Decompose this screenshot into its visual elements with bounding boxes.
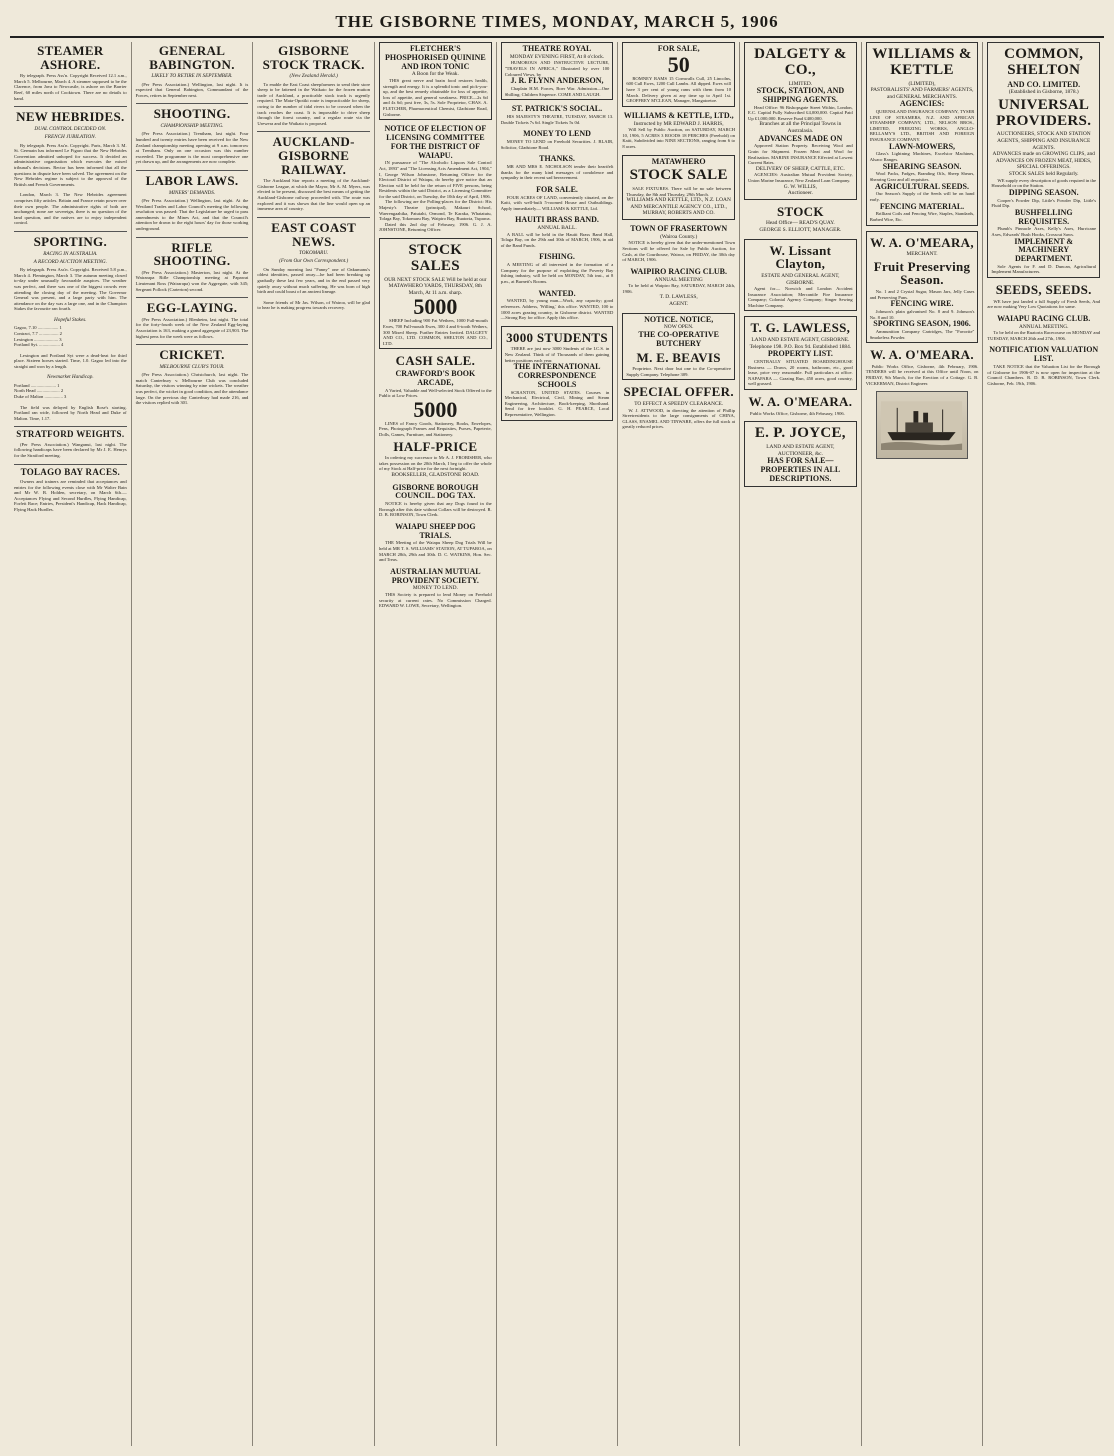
notice-title: NOTICE OF ELECTION OF LICENSING COMMITTEE FOR THE DISTRICT OF WAIAPU. — [384, 124, 487, 160]
ad-universal-providers: UNIVERSAL PROVIDERS. — [996, 96, 1092, 129]
ad-advances: ADVANCES made on GROWING CLIPS, and ADVANCES ON FROZEN MEAT, HIDES, SPECIAL OFFERINGS. — [992, 151, 1095, 171]
ad-subtitle: ESTATE AND GENERAL AGENT, GISBORNE. — [761, 272, 840, 286]
classifieds-body: WANTED, by young man—Work, any capacity; good references. Address, 'Willing,' this office. WANTED, 100 to 1000 acres grazing country, in Gisborne district. WANTED—Strong Boy for office. Apply this office. — [500, 298, 614, 321]
divider — [136, 297, 249, 298]
ad-number: 5000 — [413, 396, 458, 422]
ad-body-2: SCRANTON, UNITED STATES. Courses in Mechanical, Electrical, Civil, Mining and Steam Engineering, Architecture, Book-keeping, Shorthand. Send for free booklet. G. H. PEARCE, Local Representative, Wellington. — [504, 389, 610, 417]
article-tokomaru-1: On Sunday morning last "Fanny" one of Oakumanu's oldest identities, passed away—he had been breaking up gradually these last few years, and in the end passed very quietly away without much suffering. He was born of high birth and could boast of an ancient lineage. — [257, 266, 371, 295]
ad-dipping: DIPPING SEASON. — [1008, 187, 1079, 197]
ad-body: A Varied, Valuable and Well-selected Stock Offered to the Public at Low Prices. — [379, 387, 492, 399]
ad-services: AUCTIONEERS, STOCK AND STATION AGENTS, SHIPPING AND INSURANCE AGENTS. — [996, 131, 1091, 151]
ad-body: WE have just landed a full Supply of Fresh Seeds, And are now making Very Low Quotations for same. — [987, 298, 1101, 310]
notice-signature: Dated this 2nd day of February, 1906. G. J. A. JOHNSTONE, Returning Officer. — [379, 221, 492, 233]
ad-implement: IMPLEMENT & MACHINERY DEPARTMENT. — [1014, 236, 1074, 264]
ad-fruit-body: No. 1 and 2 Crystal Sugar, Mason Jars, Jelly Cases and Preserving Pans. — [869, 289, 975, 300]
ad-subtitle: TO EFFECT A SPEEDY CLEARANCE. — [634, 401, 724, 408]
ad-firms: WILLIAMS AND KETTLE, LTD., N.Z. LOAN AND MERCANTILE AGENCY CO., LTD., MURRAY, ROBERTS AND CO. — [626, 197, 731, 217]
ad-body-2: LINES of Fancy Goods, Stationery, Books, Envelopes, Pens, Photograph Frames and Requisites, Purses, Papeterie, Dolls, Games, Furniture, and Stationery. — [379, 420, 492, 437]
ad-title: STOCK SALES — [408, 242, 463, 274]
notice-polling-places: The following are the Polling-places for the District: His Majesty's Theatre (principal), Makauri School, Waerengaahika, Patutahi, Ormond, Te Karaka, Whatatutu, Tolaga Bay, Tokomaru Bay, Waipiro Bay, Ruatoria, Tuparoa. — [379, 199, 492, 222]
notice-title: NOTIFICATION VALUATION LIST. — [989, 345, 1099, 364]
ad-subtitle: STOCK SALE — [629, 167, 728, 184]
ad-body: Proprietor. Next door but one to the Co-operative Supply Company. Telephone 309. — [626, 366, 732, 377]
notice-body: TAKE NOTICE that the Valuation List for the Borough of Gisborne for 1906-07 is now open for inspection at the Council Chambers. R. D. B. ROBINSON, Town Clerk. Gisborne, Feb. 19th, 1906. — [987, 364, 1101, 386]
result-line: Gagoo, 7.10 .................. 1 — [14, 325, 62, 331]
ad-ep-joyce — [744, 421, 857, 486]
ad-lawn-mowers: LAWN-MOWERS, — [889, 141, 956, 151]
ad-seeds: AGRICULTURAL SEEDS. — [875, 181, 970, 191]
ad-fencing-wire-body: Johnson's plain galvanised No. 8 and 9. Johnson's No. 8 and 10. — [869, 309, 975, 320]
ad-title: AUSTRALIAN MUTUAL PROVIDENT SOCIETY. — [390, 566, 481, 585]
ad-lecturer: J. R. FLYNN ANDERSON, — [510, 76, 604, 86]
result-line: Duke of Malton ................ 3 — [14, 394, 67, 399]
ad-romney-rams — [622, 42, 735, 107]
ad-body: Head Office: 96 Bishopsgate Street Within, London, E.C. Capital Fully Subscribed £4,000,000. Capital Paid Up £1,000,000. Reserve Fund £400,000. — [748, 104, 853, 121]
headline-labor-laws: LABOR LAWS. — [145, 172, 239, 188]
ad-title: CASH SALE. — [395, 353, 476, 369]
ad-subtitle: (LIMITED), — [908, 80, 936, 87]
ad-body-2: Approved Station Property. Receiving Wool and Grain for Shipment. Frozen Meat and Wool for Realisation. MARINE INSURANCE Effected at Lowest Current Rates. — [748, 143, 853, 166]
notice-valuation-list — [987, 346, 1100, 386]
result-line: Contract, 7.7 ................. 2 — [14, 330, 62, 336]
notice-body: NOTICE is hereby given that any Dogs found in the Borough after this date without Collars will be destroyed. R. D. B. ROBINSON, Town Clerk. — [379, 501, 492, 518]
ship-illustration — [876, 391, 968, 459]
ad-title: W. A. O'MEARA, — [870, 234, 974, 250]
ad-number: 5000 — [413, 294, 458, 320]
ad-shearing: SHEARING SEASON. — [882, 161, 962, 171]
ad-agencies: QUEENSLAND INSURANCE COMPANY, TYSER LINE OF STEAMERS, N.Z. AND AFRICAN STEAMSHIP COMPANY, LTD., NELSON BROS., LIMITED, FREEZING WORKS, ANGLO-BELLAMY'S LTD., BRITISH AND FOREIGN INSURANCE COMPANY. — [869, 109, 975, 143]
article-new-hebrides-2: London, March 3. The New Hebrides agreement comprises fifty articles. Britain and France retain power over their own people. The administrative rights of both are unchanged; none are sovereign, there is no question of the land question, and the natives are to enjoy independent control. — [14, 192, 127, 226]
column-6 — [618, 42, 740, 1446]
ad-brass-band-ball — [501, 216, 614, 248]
ad-theatre-royal — [501, 42, 614, 100]
ad-title: NOTICE. NOTICE, — [644, 314, 714, 324]
ad-dipping-body: Cooper's Powder Dip, Little's Powder Dip, Little's Fluid Dip. — [991, 197, 1097, 209]
ad-butchery-name: THE CO-OPERATIVE BUTCHERY — [638, 329, 719, 348]
ad-body: Will Sell by Public Auction, on SATURDAY, MARCH 10, 1906, 5 ACRES 3 ROODS 18 PERCHES (Freehold) on Kaiti, Subdivided into NINE SECTIONS, ranging from 6 to 8 acres. — [622, 127, 736, 149]
article-newmarket: The field was delayed by English Rose's starting. Portland ran wide, followed by North Head and Duke of Malton. Time, 1.17. — [14, 404, 127, 421]
headline-egg-laying: EGG-LAYING. — [146, 300, 238, 316]
ad-bushfelling-body: Plumb's Pinnacle Axes, Kelly's Axes, Hurricane Axes, Edwards' Bush Hooks, Crosscut Saws. — [991, 226, 1097, 237]
notice-public-works — [744, 395, 857, 416]
subhead-racing-australia: RACING IN AUSTRALIA. — [43, 250, 98, 257]
ad-agencies: AGENCIES: Australian Mutual Provident Society, Union Marine Insurance, New Zealand Loan Company. — [748, 172, 853, 184]
ad-body: A BALL will be held in the Hauiti Brass Band Hall, Tolaga Bay, on the 29th and 30th of MARCH, 1906, in aid of the Band Funds. — [500, 231, 614, 248]
ad-matawhero-stock-sale — [622, 155, 735, 221]
steamship-icon — [881, 396, 962, 455]
ad-title: 3000 STUDENTS — [506, 329, 608, 345]
ad-manager: GEORGE S. ELLIOTT, MANAGER. — [759, 227, 842, 234]
columns — [10, 42, 1104, 1446]
ad-body: ROMNEY RAMS 15 Cornwalls Cull, 25 Lincolns, 600 Cull Ewes, 1200 Cull Lambs. All dipped. Ewes will have 3 per cent of young rams with them from 10 March. Delivery given at any time up to April 1st. GEOFFREY M'CLEAN, Manager, Mangatoetoe. — [626, 75, 732, 104]
ad-agencies-title: AGENCIES: — [899, 99, 945, 109]
ad-body: W. J. ATTWOOD, in directing the attention of Phillip Streetresidents to the large consignments of CHINA, GLASS, ENAMEL AND TINWARE, offers the full stock at greatly reduced prices. — [622, 407, 736, 430]
ad-shearing-body: Wool Packs, Fadges, Branding Oils, Sheep Shears, Shearing Gear and all requisites. — [869, 171, 975, 183]
article-steamer-ashore: By telegraph. Press Ass'n. Copyright Received 12.1 a.m., March 5. Melbourne, March 4. A steamer supposed to be the Clarence, from Java to Newcastle, is ashore on the Barrier Reef, 60 miles north of Cooktown. There are no details to hand. — [14, 73, 127, 101]
ad-cash-sale — [379, 354, 492, 478]
ad-bushfelling: BUSHFELLING REQUISITES. — [1014, 207, 1073, 226]
ad-body: To be held on the Ruatoria Racecourse on MONDAY and TUESDAY, MARCH 26th and 27th, 1906. — [987, 330, 1101, 341]
ad-dalgety — [744, 42, 857, 200]
divider — [136, 237, 249, 238]
notice-title: TOWN OF FRASERTOWN — [630, 224, 728, 234]
notice-subtitle: (Wairoa County.) — [660, 233, 698, 240]
subhead-french-jubilation: FRENCH JUBILATION. — [44, 134, 97, 141]
ad-for-sale-land — [501, 186, 614, 212]
ad-subtitle: MONEY TO LEND. — [412, 585, 458, 592]
divider — [136, 103, 249, 104]
notice-body: A MEETING of all interested in the formation of a Company for the purpose of exploiting the Poverty Bay fishing industry, will be held on MONDAY, 5th inst., at 8 p.m., at Burnett's Rooms. — [500, 262, 614, 285]
ad-established: (Established in Gisborne, 1878.) — [1008, 89, 1079, 96]
notice-title: W. A. O'MEARA. — [748, 394, 853, 410]
divider — [257, 131, 370, 132]
headline-rifle-shooting: RIFLE SHOOTING. — [153, 239, 231, 269]
article-hopeful-stakes: Lexington and Portland Syt were a dead-heat for third place. Sixteen horses started. Time, 1.0. Gagoo led into the straight and won by a length. — [14, 352, 127, 369]
ad-subtitle: OUR NEXT STOCK SALE Will be held at our MATAWHERO YARDS, THURSDAY, 8th March, At 11 a.m. sharp. — [384, 276, 487, 296]
notice-fishing — [501, 253, 614, 284]
divider — [14, 464, 127, 465]
notice-body: IN pursuance of "The Alcoholic Liquors Sale Control Act, 1893" and "The Licensing Acts Amendment Act, 1904," I, George Wilson Johnstone, Returning Officer for the Electoral District of Waiapu, do hereby give notice that an Election will be held for the return of FIVE persons, being Residents within the said District, as a Licensing Committee for the said District, on Tuesday, the 10th day of April, 1906. — [379, 160, 492, 199]
ad-title: SEEDS, SEEDS. — [995, 282, 1092, 298]
article-tolago: Owners and trainers are reminded that acceptances and entries for the following events close with Mr Walter Bain and Mr W. B. Holden, secretary, on March 6th.—Acceptances Flying and Second Hurdles, Flying Handicap, Forfeit Race; Entries, President's Handicap, Hack Handicap, Flying Hack Hurdles. — [14, 479, 127, 512]
column-5 — [497, 42, 619, 1446]
ad-fencing-wire: FENCING WIRE. — [890, 299, 954, 309]
headline-new-hebrides: NEW HEBRIDES. — [16, 109, 125, 125]
ad-supply: WE supply every description of goods required in the Household or on the Station. — [991, 177, 1097, 189]
ad-body: THIS Society is prepared to lend Money on Freehold security at current rates. No Commission Charged. EDWARD W. LOWE, Secretary, Wellington. — [379, 592, 492, 609]
ad-half-price: HALF-PRICE — [393, 438, 478, 454]
column-9 — [983, 42, 1104, 1446]
subhead-hopeful-stakes: Hopeful Stakes. — [54, 316, 87, 323]
ad-title: FLETCHER'S PHOSPHORISED QUININE AND IRON TONIC — [385, 44, 486, 71]
ad-waiapu-racing — [987, 315, 1100, 342]
ad-tg-lawless — [744, 316, 857, 390]
ad-money-to-lend — [501, 130, 614, 150]
ad-advances: ADVANCES MADE ON — [758, 133, 843, 143]
subhead-dual-control: DUAL CONTROL DECIDED ON. — [34, 125, 107, 132]
ad-co-operative-butchery — [622, 313, 735, 381]
divider — [14, 106, 127, 107]
ad-auctioneer-title: Auctioneer. — [787, 190, 813, 197]
ad-auctioneer: G. W. WILLIS, — [783, 183, 818, 190]
result-line: Lexington ..................... 3 — [14, 336, 62, 342]
ad-stock-sales: STOCK SALES held Regularly. — [1008, 170, 1079, 177]
ad-subtitle: ANNUAL MEETING. — [1018, 323, 1069, 330]
ad-body: CENTRALLY SITUATED BOARDINGHOUSE Business — Draws, 20 rooms, bathroom, etc., good lease, price very reasonable. Full particulars at office. NAPAPARA — Grazing Run, 450 acres, good country, well grassed. — [748, 359, 853, 387]
ad-title: COMMON, SHELTON — [1004, 46, 1084, 78]
ad-subtitle: MONDAY EVENING FIRST, At 8 o'clock. — [509, 53, 605, 60]
ad-special-offer — [622, 385, 735, 430]
subhead-record-meeting: A RECORD AUCTION MEETING. — [33, 258, 107, 265]
article-cricket: (Per Press Association.) Christchurch, last night. The match Canterbury v. Melbourne Club was concluded Saturday, the visitors winning by nine wickets. The weather was perfect, the wicket in good condition, and the attendance large. On the previous day Canterbury had made 216, and the visitors replied with 301. — [135, 372, 249, 406]
column-8 — [862, 42, 984, 1446]
ad-subtitle: LAND AND ESTATE AGENT, GISBORNE. — [751, 337, 850, 344]
notice-body: Public Works Office, Gisborne, 4th February, 1906. — [750, 410, 845, 416]
ad-title: FOR SALE, — [657, 44, 700, 53]
notice-title: FISHING. — [539, 252, 575, 262]
notice-body: Public Works Office, Gisborne, 4th February, 1906. TENDERS will be received at this Office until Noon, on FRIDAY, 9th March, for the Erection of a Cottage. G. B. VICKERMAN, District Engineer. — [865, 363, 979, 386]
article-railway: The Auckland Star reports a meeting of the Auckland-Gisborne League, at which the Mayor, Mr A. M. Myers, was elected to be present, discussed the best means of getting the Auckland-Gisborne railway proceeded with. The route was explored and it was shown that the line would open up an immense area of country. — [257, 178, 371, 212]
ad-body: THE Meeting of the Waiapu Sheep Dog Trials Will be held at MR T. S. WILLIAMS' STATION, AT TUPAROA, on MARCH 28th, 29th and 30th. D. C. WATKINS, Hon. Sec. and Treas. — [379, 540, 492, 563]
result-line: Portland Syt. .................. 4 — [14, 342, 64, 348]
ad-fletchers-tonic — [379, 42, 492, 120]
result-line: Portland ...................... 1 — [14, 382, 60, 388]
ad-subtitle: AND CO. LIMITED. — [1007, 79, 1081, 89]
subhead-miners-demands: MINERS' DEMANDS. — [168, 189, 216, 196]
ad-title: W. Lissant Clayton, — [769, 242, 832, 272]
ad-body: HUMOROUS AND INSTRUCTIVE LECTURE, "TRAVELS IN AFRICA," Illustrated by over 100 Coloured Views, by — [504, 60, 610, 77]
results-newmarket — [14, 383, 127, 400]
ad-body: THIS great nerve and brain food restores health, strength and energy. It is a splendid tonic and pick-you-up, and the best remedy obtainable for loss of appetite, loss of appetite, and general weakness. PRICE—2s 6d and 4s 6d; post free, 3s, 5s. Sole Proprietor, CHAS. A. FLETCHER, Pharmaceutical Chemist, Gladstone Road, Gisborne. — [383, 77, 488, 117]
ad-subtitle: THE INTERNATIONAL CORRESPONDENCE SCHOOLS — [513, 362, 601, 389]
notice-title: W. A. O'MEARA. — [870, 347, 974, 363]
ad-title: STOCK — [776, 203, 824, 219]
ad-lawn-mowers-body: Glass's Lightning Machines, Excelsior Machines, Alsaco Ranges. — [869, 151, 975, 163]
ad-subtitle: LAND AND ESTATE AGENT, AUCTIONEER, &c. — [766, 444, 835, 457]
headline-general-babington: GENERAL BABINGTON. — [149, 43, 235, 72]
ad-body: Agent for— Norwich and London Accident Insurance Association; Mercantile Fire Insurance Company; Colonial Agency Company; Singer Sewing Machine Company. — [748, 286, 853, 308]
ad-title: MATAWHERO — [651, 156, 706, 166]
ad-title: WILLIAMS & KETTLE — [872, 46, 972, 78]
divider — [257, 217, 370, 218]
ad-title: THEATRE ROYAL — [522, 44, 592, 53]
notice-title: GISBORNE BOROUGH COUNCIL. DOG TAX. — [392, 482, 479, 501]
ad-subtitle: LIMITED. — [788, 80, 813, 87]
headline-tolago-races: TOLAGO BAY RACES. — [20, 466, 121, 477]
ad-title: WAIAPU RACING CLUB. — [997, 313, 1091, 323]
ad-body: HAS FOR SALE— PROPERTIES IN ALL DESCRIPTIONS. — [760, 456, 841, 483]
ad-title: SPECIAL OFFER. — [623, 384, 734, 400]
headline-sporting: SPORTING. — [33, 233, 108, 249]
ad-subtitle: MERCHANT. — [906, 251, 938, 258]
results-hopeful-stakes — [14, 325, 127, 347]
ad-st-patricks-social — [501, 105, 614, 125]
headline-shooting: SHOOTING. — [153, 106, 231, 122]
ad-sporting-body: Ammunition Company Cartridges, The "Favorite" Smokeless Powder. — [869, 329, 975, 340]
article-rifle-shooting: (Per Press Association.) Masterton, last night. At the Wairarapa Rifle Championship meeting at Papawai Lieutenant Ross (Wairarapa) won the Aggregate, with 345; Sergeant Pollock (Carterton) second. — [135, 269, 249, 292]
notice-title: THANKS. — [539, 154, 575, 164]
ad-title: ST. PATRICK'S SOCIAL. — [511, 104, 603, 114]
notice-dog-tax — [379, 484, 492, 518]
article-babington: (Per Press Association.) Wellington, last night. It is expected that General Babington, Commandant of the Forces, retires in September next. — [135, 81, 249, 98]
ad-common-shelton — [987, 42, 1100, 278]
column-3 — [253, 42, 375, 1446]
ad-body: SALE FIXTURES. There will be no sale between Thursday, the 8th and Thursday, 29th March. — [626, 186, 732, 197]
ad-body: SHEEP Including 900 Fat Wethers, 1000 Full-mouth Ewes, 700 Full-mouth Ewes, 300 4 and 6-tooth Wethers, 300 Mixed Sheep. Further Entries Invited. DALGETY AND CO., LTD. COMMON, SHELTON AND CO., LTD. — [383, 318, 488, 346]
ad-half-price-body: In ordering my successor to Mr A. J. FROBISHER, who takes possession on the 20th March, I beg to offer the whole of my Stock at Half-price for the next fortnight. — [379, 455, 492, 472]
ad-title: FOR SALE. — [536, 184, 578, 194]
ad-title: WAIAPU SHEEP DOG TRIALS. — [395, 521, 476, 540]
ad-williams-kettle — [866, 42, 979, 226]
notice-licensing-election — [379, 125, 492, 233]
divider — [136, 344, 249, 345]
notice-body: NOTICE is hereby given that the under-mentioned Town Sections will be offered for Sale by Public Auction, for Cash, at the Courthouse, Wairoa, on FRIDAY, the 30th day of MARCH, 1906. — [622, 240, 736, 263]
column-1 — [10, 42, 132, 1446]
ad-ics — [501, 326, 614, 421]
ad-subtitle: CRAWFORD'S BOOK ARCADE, — [395, 368, 476, 387]
ad-branches: Branches at all the Principal Towns in Australasia. — [759, 121, 842, 135]
ad-delivery: DELIVERY OF SHEEP, CATTLE, ETC. — [755, 165, 845, 172]
subhead-melbourne-tour: MELBOURNE CLUB'S TOUR. — [159, 363, 225, 370]
article-new-hebrides-1: By telegraph. Press Ass'n. Copyright. Paris, March 3. M. St. Germain has informed Le Figaro that the New Hebrides Convention admitted unhoped for success. It decided an administrative organisation which executes the mixed tribunal's decisions. Rector has been informed that all the questions in dispute have been solved. The agreement on the New Hebrides regime is subject to the approval of the British and French Governments. — [14, 142, 127, 187]
ad-body-2: Chaplain H.M. Forces, Boer War. Admission—One Shilling; Children Sixpence. COME AND LAUGH. — [504, 85, 610, 97]
ad-subtitle: Head Office— READ'S QUAY. — [765, 220, 835, 227]
headline-stratford-weights: STRATFORD WEIGHTS. — [16, 429, 125, 440]
result-line: North Head .................... 2 — [14, 388, 64, 394]
article-tokomaru-2: Some friends of Mr Jas. Wilson, of Wairoa, will be glad to hear he is making progress towards recovery. — [257, 299, 371, 311]
ad-agent-title: AGENT. — [669, 300, 689, 307]
ad-sheep-dog-trials — [379, 523, 492, 563]
subhead-retire: LIKELY TO RETIRE IN SEPTEMBER. — [151, 73, 233, 80]
ad-subtitle: A Boon for the Weak. — [411, 71, 459, 78]
ad-proprietor: M. E. BEAVIS — [636, 349, 721, 365]
section-title: WANTED. — [538, 288, 576, 298]
article-stock-track: To enable the East Coast sheepfarmers to send their store sheep to be fattened in the Waikato for the frozen mutton trade of Auckland, a practicable stock track is urgently required. The Mata-Opotiki route is impracticable for sheep, owing to the number of tidal rivers to be crossed when the track reaches the coast. It is impossible to drive sheep through the forest country, and a regular route via the Urewera and the Waikato is proposed. — [257, 81, 371, 126]
column-4 — [375, 42, 497, 1446]
ad-lissant-clayton — [744, 239, 857, 312]
ad-body: To be held at Waipiro Bay, SATURDAY, MARCH 24th, 1906. — [622, 283, 736, 294]
notice-thanks — [501, 155, 614, 181]
ad-subtitle: ANNUAL BALL. — [537, 225, 577, 232]
ad-omeara — [866, 231, 979, 344]
subhead-newmarket-handicap: Newmarket Handicap. — [46, 374, 94, 381]
headline-stock-track: GISBORNE STOCK TRACK. — [262, 43, 365, 72]
ad-subtitle: ANNUAL MEETING — [654, 276, 703, 283]
subhead-championship: CHAMPIONSHIP MEETING. — [160, 123, 224, 130]
ad-agent: T. D. LAWLESS, — [659, 294, 698, 301]
headline-east-coast-news: EAST COAST NEWS. — [271, 219, 357, 249]
ad-title: WAIPIRO RACING CLUB. — [630, 266, 728, 276]
divider — [14, 426, 127, 427]
ad-services: STOCK, STATION, AND SHIPPING AGENTS. — [756, 86, 845, 104]
ad-title: HAUITI BRASS BAND. — [515, 215, 599, 225]
article-stratford: (Per Press Association.) Wanganui, last night. The following handicaps have been declared by Mr J. E. Henrys for the Stratford meeting. — [14, 441, 127, 458]
ad-amp-society — [379, 568, 492, 609]
masthead: THE GISBORNE TIMES, MONDAY, MARCH 5, 1906 — [10, 8, 1104, 38]
ad-stock-reads-quay — [744, 205, 857, 234]
subhead-nz-herald: (New Zealand Herald.) — [289, 73, 338, 80]
ad-waipiro-racing — [622, 268, 735, 308]
ad-number: 50 — [667, 51, 690, 77]
ad-property-list: PROPERTY LIST. — [767, 349, 833, 359]
ad-title: WILLIAMS & KETTLE, LTD., — [623, 110, 734, 120]
ad-fencing: FENCING MATERIAL. — [879, 201, 965, 211]
subhead-correspondent: (From Our Own Correspondent.) — [279, 258, 349, 265]
headline-cricket: CRICKET. — [159, 347, 225, 363]
divider — [136, 170, 249, 171]
ad-bookseller: BOOKSELLER, GLADSTONE ROAD. — [391, 471, 480, 478]
ad-stock-sales — [379, 238, 492, 349]
ad-seeds-seeds — [987, 283, 1100, 310]
notice-tenders — [866, 348, 979, 386]
ad-body: THERE are just now 3000 Students of the I.C.S. in New Zealand. Think of it! Thousands of them gaining better positions each year. — [504, 346, 610, 363]
ad-services: PASTORALISTS' AND FARMERS' AGENTS, and GENERAL MERCHANTS. — [870, 87, 974, 100]
column-7 — [740, 42, 862, 1446]
notice-frasertown — [622, 225, 735, 263]
ad-body: HIS MAJESTY'S THEATRE, TUESDAY, MARCH 13. Double Tickets 7s 6d. Single Tickets 5s 0d. — [500, 113, 614, 125]
ad-subtitle: Instructed by MR EDWARD J. HARRIS, — [633, 120, 724, 127]
ad-body: FOUR ACRES OF LAND, conveniently situated, on the Kaiti, with well-built 5-roomed House and Outbuildings. Apply immediately— WILLIAMS & KETTLE, Ltd. — [500, 194, 614, 211]
ad-title: E. P. JOYCE, — [754, 425, 846, 442]
subhead-tokomaru: TOKOMARU. — [298, 250, 329, 257]
ad-kaiti-auction — [622, 112, 735, 150]
headline-railway: AUCKLAND-GISBORNE RAILWAY. — [272, 134, 355, 177]
article-flemington: By telegraph. Press Ass'n. Copyright. Received 5.8 p.m., March 4. Flemington, March 3. The autumn meeting closed to-day under unusually favourable auspices. The weather was perfect, and there was one of the biggest crowds ever attending the closing day of the meeting. The Governor General was present, and a large party with him. The attendance on the day was a large one, and in the Champion Stakes the favourite ran fourth. — [14, 267, 127, 312]
article-labor-laws: (Per Press Association.) Wellington, last night. At the Westland Trades and Labor Council's meeting the following resolution was passed: That the Legislature be urged to pass amendments to the Mines Act, and that the Council's attention be drawn to the eight hours' day for those working underground. — [135, 197, 249, 231]
ad-seeds-body: Our Season's Supply of the Seeds will be on hand early. — [869, 191, 975, 202]
ad-contact: Telephone 198. P.O. Box 94. Established 1884. — [749, 343, 852, 350]
article-shooting: (Per Press Association.) Trentham, last night. Four hundred and twenty entries have been received for the New Zealand championship meeting opening at 9 a.m. tomorrow at Trentham. Only on one occasion was this number exceeded. The programme is the most comprehensive one yet drawn up, and the arrangements are now complete. — [135, 131, 249, 165]
divider — [14, 231, 127, 232]
classifieds-wanted — [501, 290, 614, 321]
headline-steamer-ashore: STEAMER ASHORE. — [37, 43, 104, 72]
notice-body: MR AND MRS E. NICHOLSON tender their heartfelt thanks for the many kind messages of condolence and sympathy in their recent sad bereavement. — [500, 163, 614, 181]
ad-implement-body: Sole Agents for F. and D. Duncan, Agricultural Implement Manufacturers. — [991, 263, 1097, 275]
ad-title: DALGETY & CO., — [754, 46, 847, 78]
ad-fruit-preserving: Fruit Preserving Season. — [873, 258, 971, 288]
ad-fencing-body: Brilliant Coils and Fencing Wire, Staples, Standards, Barbed Wire, Etc. — [869, 211, 975, 222]
ad-subtitle: NOW OPEN. — [663, 324, 694, 331]
ad-title: T. G. LAWLESS, — [750, 320, 851, 336]
ad-title: MONEY TO LEND — [523, 129, 591, 139]
article-egg-laying: (Per Press Association.) Blenheim, last night. The total for the forty-fourth week of the New Zealand Egg-laying Association is 163, making a grand aggregate of 23,903. The highest pens for the week were as follows. — [135, 316, 249, 339]
column-2 — [132, 42, 254, 1446]
ad-sporting-season: SPORTING SEASON, 1906. — [873, 319, 971, 329]
ad-body: MONEY TO LEND on Freehold Securities. J. BLAIR, Solicitor, Gladstone Road. — [500, 138, 614, 150]
